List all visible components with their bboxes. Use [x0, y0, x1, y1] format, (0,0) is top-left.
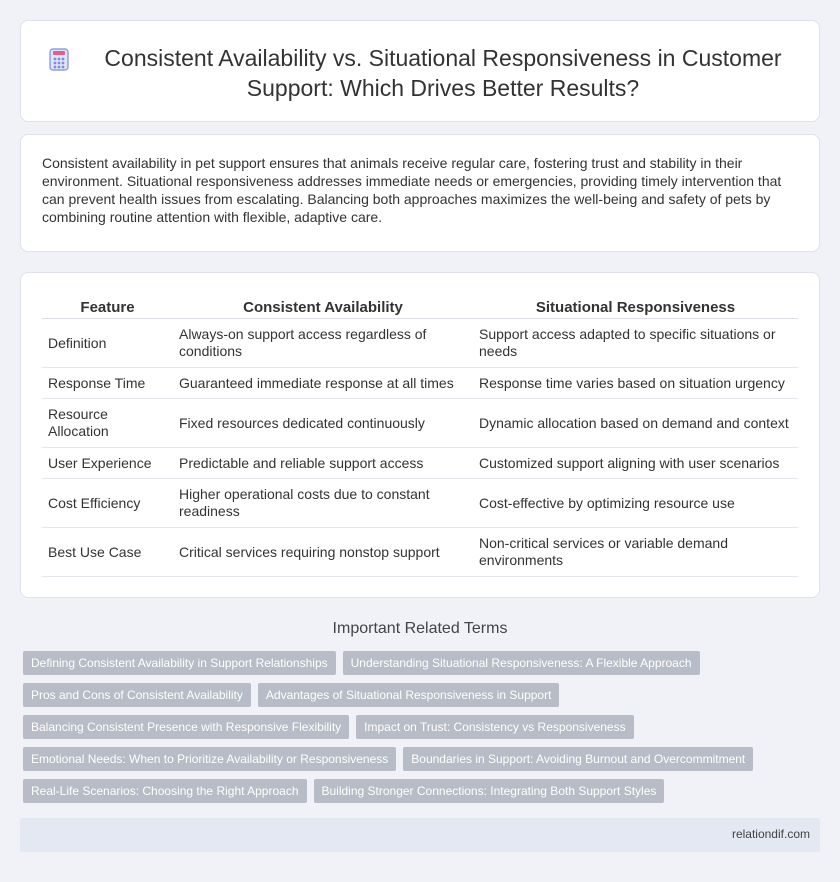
intro-card — [20, 134, 820, 252]
related-term-tag[interactable]: Real-Life Scenarios: Choosing the Right Approach — [23, 779, 307, 803]
table-cell: Dynamic allocation based on demand and context — [473, 399, 798, 448]
table-row — [42, 368, 798, 399]
page-title: Consistent Availability vs. Situational Responsiveness in Customer Support: Which Drives Better Results? — [104, 45, 782, 101]
table-header-row — [42, 297, 798, 319]
related-term-tag[interactable]: Emotional Needs: When to Prioritize Availability or Responsiveness — [23, 747, 396, 771]
table-cell: Fixed resources dedicated continuously — [173, 399, 473, 448]
comparison-card — [20, 272, 820, 598]
table-cell: Predictable and reliable support access — [173, 448, 473, 479]
related-terms-list — [23, 651, 803, 811]
related-term-tag[interactable]: Impact on Trust: Consistency vs Responsiveness — [356, 715, 633, 739]
footer-site-link[interactable]: relationdif.com — [731, 827, 810, 841]
table-cell-feature: Definition — [42, 319, 173, 368]
footer — [20, 818, 820, 852]
related-terms-title: Important Related Terms — [332, 620, 508, 637]
table-cell: Non-critical services or variable demand environments — [473, 528, 798, 577]
table-cell: Cost-effective by optimizing resource use — [473, 479, 798, 528]
related-term-tag[interactable]: Pros and Cons of Consistent Availability — [23, 683, 251, 707]
header-feature: Feature — [42, 297, 173, 319]
table-cell: Higher operational costs due to constant readiness — [173, 479, 473, 528]
table-cell-feature: Resource Allocation — [42, 399, 173, 448]
table-cell-feature: Cost Efficiency — [42, 479, 173, 528]
table-cell: Always-on support access regardless of conditions — [173, 319, 473, 368]
related-term-tag[interactable]: Balancing Consistent Presence with Responsive Flexibility — [23, 715, 349, 739]
related-term-tag[interactable]: Defining Consistent Availability in Support Relationships — [23, 651, 336, 675]
table-cell: Customized support aligning with user scenarios — [473, 448, 798, 479]
header-situational-responsiveness: Situational Responsiveness — [473, 297, 798, 319]
header-card — [20, 20, 820, 122]
table-row — [42, 319, 798, 368]
table-row — [42, 448, 798, 479]
table-cell-feature: User Experience — [42, 448, 173, 479]
table-row — [42, 479, 798, 528]
related-term-tag[interactable]: Boundaries in Support: Avoiding Burnout and Overcommitment — [403, 747, 753, 771]
table-cell: Support access adapted to specific situations or needs — [473, 319, 798, 368]
table-cell-feature: Best Use Case — [42, 528, 173, 577]
related-term-tag[interactable]: Advantages of Situational Responsiveness in Support — [258, 683, 560, 707]
intro-paragraph: Consistent availability in pet support ensures that animals receive regular care, fostering trust and stability in their environment. Situational responsiveness addresses immediate needs or emergencies, providing timely intervention that can prevent health issues from escalating. Balancing both approaches maximizes the well-being and safety of pets by combining routine attention with flexible, adaptive care. — [42, 155, 782, 225]
table-cell-feature: Response Time — [42, 368, 173, 399]
table-cell: Response time varies based on situation urgency — [473, 368, 798, 399]
table-row — [42, 399, 798, 448]
calculator-icon — [47, 47, 71, 71]
table-cell: Guaranteed immediate response at all times — [173, 368, 473, 399]
header-consistent-availability: Consistent Availability — [173, 297, 473, 319]
table-row — [42, 528, 798, 577]
related-term-tag[interactable]: Building Stronger Connections: Integrating Both Support Styles — [314, 779, 665, 803]
comparison-table — [42, 297, 798, 577]
table-cell: Critical services requiring nonstop support — [173, 528, 473, 577]
related-term-tag[interactable]: Understanding Situational Responsiveness: A Flexible Approach — [343, 651, 700, 675]
